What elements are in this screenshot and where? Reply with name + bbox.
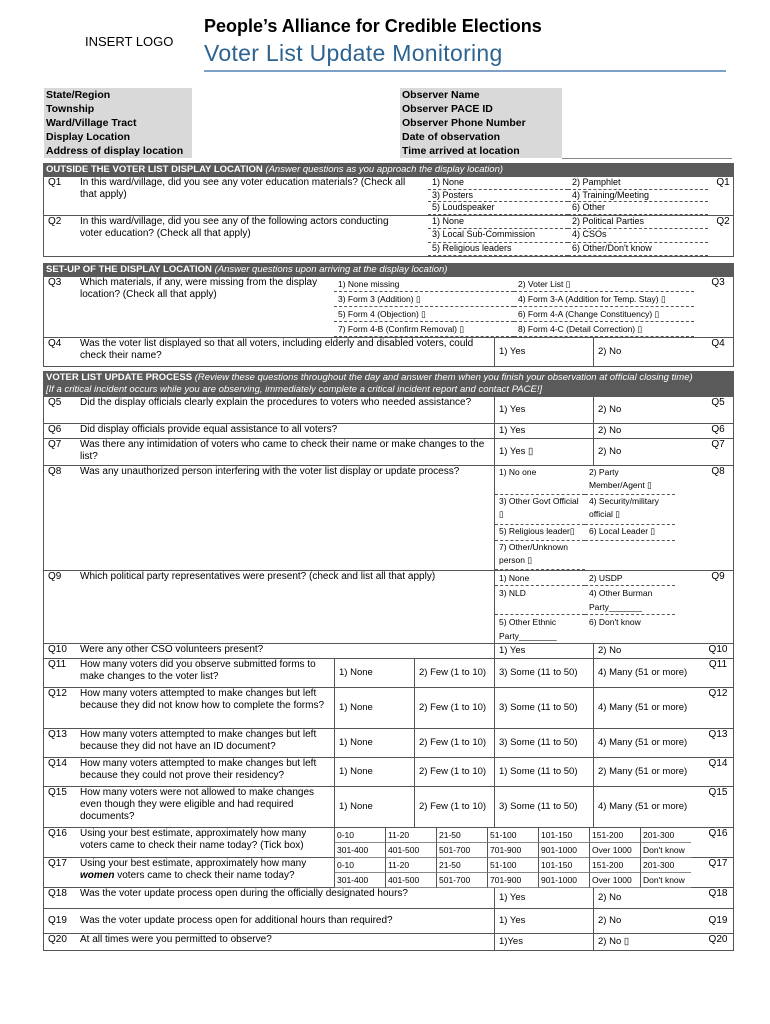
info-label: Observer Name	[402, 89, 480, 101]
range-option[interactable]: 0-10	[334, 828, 385, 843]
organization-name: People’s Alliance for Credible Elections	[204, 16, 542, 36]
count-scale	[334, 729, 692, 757]
count-range-grid	[334, 828, 691, 857]
answer-option[interactable]: 5) Loudspeaker	[428, 202, 568, 215]
question-text: In this ward/village, did you see any of the following actors conducting voter education? (Check all that apply)	[80, 216, 389, 239]
answer-option[interactable]: 4) Form 3-A (Addition for Temp. Stay) ▯	[514, 292, 694, 307]
question-row	[43, 216, 734, 257]
answer-option[interactable]: 6) Other	[568, 202, 708, 215]
question-row	[43, 758, 734, 787]
answer-no[interactable]: 2) No	[593, 397, 692, 423]
question-number-right: Q17	[708, 858, 728, 869]
answer-option[interactable]: 1) None	[495, 571, 585, 586]
scale-option[interactable]: 3) Some (11 to 50)	[494, 787, 593, 827]
answer-no[interactable]: 2) No	[593, 909, 692, 933]
answer-option[interactable]: 7) Form 4-B (Confirm Removal) ▯	[334, 322, 514, 337]
answer-no[interactable]: 2) No	[593, 644, 692, 658]
question-number: Q20	[48, 934, 67, 945]
scale-option[interactable]: 1) Some (11 to 50)	[494, 758, 593, 786]
answer-option[interactable]: 3) Posters	[428, 190, 568, 203]
answer-option[interactable]: 5) Form 4 (Objection) ▯	[334, 307, 514, 322]
question-text: Was the voter update process open during the officially designated hours?	[80, 888, 408, 899]
question-number-right: Q14	[708, 758, 728, 769]
info-label: Display Location	[46, 131, 131, 143]
count-range-grid	[334, 858, 691, 887]
count-scale	[334, 758, 692, 786]
range-option[interactable]: 21-50	[436, 858, 487, 873]
range-option[interactable]: 151-200	[589, 828, 640, 843]
question-row	[43, 688, 734, 729]
question-number: Q4	[48, 338, 62, 349]
range-option[interactable]: 101-150	[538, 828, 589, 843]
range-option[interactable]: Over 1000	[589, 843, 640, 858]
range-option[interactable]: 301-400	[334, 873, 385, 888]
scale-option[interactable]: 4) Many (51 or more)	[593, 688, 692, 728]
answer-option[interactable]: 6) Other/Don't know	[568, 243, 708, 256]
scale-option[interactable]: 3) Some (11 to 50)	[494, 688, 593, 728]
question-row	[43, 828, 734, 858]
question-row	[43, 397, 734, 424]
answer-option[interactable]: 3) Local Sub-Commission	[428, 229, 568, 242]
range-option[interactable]: 701-900	[487, 843, 538, 858]
yes-no-options	[494, 424, 692, 438]
range-option[interactable]: 21-50	[436, 828, 487, 843]
answer-options	[494, 466, 675, 570]
answer-option[interactable]: 6) Form 4-A (Change Constituency) ▯	[514, 307, 694, 322]
question-text: Was any unauthorized person interfering with the voter list display or update process?	[80, 466, 460, 477]
question-text: How many voters were not allowed to make changes even though they were eligible and had required documents?	[80, 787, 315, 822]
question-text: Which political party representatives were present? (check and list all that apply)	[80, 571, 436, 582]
range-option[interactable]: 701-900	[487, 873, 538, 888]
question-text: How many voters attempted to make changes but left because they could not prove their residency?	[80, 758, 317, 781]
question-number: Q18	[48, 888, 67, 899]
answer-no[interactable]: 2) No	[593, 338, 692, 366]
question-text: Was there any intimidation of voters who came to check their name or make changes to the list?	[80, 439, 485, 462]
question-number: Q6	[48, 424, 62, 435]
scale-option[interactable]: 1) None	[334, 688, 414, 728]
question-text: Using your best estimate, approximately how many voters came to check their name today? (Tick box)	[80, 828, 307, 851]
yes-no-options	[494, 934, 692, 950]
answer-options	[334, 277, 694, 337]
question-row	[43, 424, 734, 439]
answer-option[interactable]: 4) Training/Meeting	[568, 190, 708, 203]
question-number-right: Q7	[711, 439, 725, 450]
question-row	[43, 729, 734, 758]
range-option[interactable]: 51-100	[487, 858, 538, 873]
info-label: Observer Phone Number	[402, 117, 526, 129]
observer-info-fill-area[interactable]	[562, 88, 732, 159]
answer-yes[interactable]: 1) Yes ▯	[494, 439, 593, 465]
question-number-right: Q10	[708, 644, 728, 655]
scale-option[interactable]: 2) Few (1 to 10)	[414, 729, 494, 757]
question-row	[43, 888, 734, 909]
yes-no-options	[494, 909, 692, 933]
question-text: Were any other CSO volunteers present?	[80, 644, 264, 655]
info-label: State/Region	[46, 89, 111, 101]
question-number: Q3	[48, 277, 62, 288]
info-label: Township	[46, 103, 95, 115]
section-header-outside: OUTSIDE THE VOTER LIST DISPLAY LOCATION (Answer questions as you approach the display location)	[43, 163, 734, 177]
answer-option[interactable]: 1) None	[428, 177, 568, 190]
scale-option[interactable]: 4) Many (51 or more)	[593, 659, 692, 687]
range-option[interactable]: 401-500	[385, 843, 436, 858]
answer-option[interactable]: 2) USDP	[585, 571, 675, 586]
answer-no[interactable]: 2) No ▯	[593, 934, 692, 950]
question-row	[43, 909, 734, 934]
location-info-block	[44, 88, 192, 158]
scale-option[interactable]: 1) None	[334, 787, 414, 827]
answer-option[interactable]: 3) Form 3 (Addition) ▯	[334, 292, 514, 307]
count-scale	[334, 659, 692, 687]
question-number: Q17	[48, 858, 67, 869]
form-title: Voter List Update Monitoring	[204, 40, 503, 66]
question-row	[43, 787, 734, 828]
answer-option[interactable]: 5) Religious leaders	[428, 243, 568, 256]
answer-option[interactable]: 3) NLD	[495, 586, 585, 615]
question-number: Q5	[48, 397, 62, 408]
yes-no-options	[494, 644, 692, 658]
question-text: In this ward/village, did you see any voter education materials? (Check all that apply)	[80, 177, 406, 200]
question-row	[43, 338, 734, 367]
section-header-process: VOTER LIST UPDATE PROCESS (Review these questions throughout the day and answer them when you finish your observation at official closing time) [If a critical incident occurs while you are observing, immediately complete a critical incident report and contact PACE!]	[43, 371, 734, 397]
answer-option[interactable]: 1) No one	[495, 466, 585, 495]
question-number-right: Q12	[708, 688, 728, 699]
question-number-right: Q15	[708, 787, 728, 798]
info-label: Observer PACE ID	[402, 103, 493, 115]
question-number-right: Q16	[708, 828, 728, 839]
question-number-right: Q19	[708, 915, 728, 926]
range-option[interactable]: 151-200	[589, 858, 640, 873]
answer-option[interactable]: 4) Security/military official ▯	[585, 495, 675, 524]
logo-placeholder: INSERT LOGO	[85, 34, 174, 49]
scale-option[interactable]: 4) Many (51 or more)	[593, 729, 692, 757]
answer-option[interactable]: 5) Other Ethnic Party________	[495, 615, 585, 644]
range-option[interactable]: 401-500	[385, 873, 436, 888]
question-number-right: Q1	[716, 177, 730, 188]
answer-yes[interactable]: 1) Yes	[494, 888, 593, 908]
scale-option[interactable]: 2) Many (51 or more)	[593, 758, 692, 786]
question-row	[43, 466, 734, 571]
yes-no-options	[494, 439, 692, 465]
questionnaire	[43, 163, 734, 951]
yes-no-options	[494, 888, 692, 908]
answer-options	[428, 177, 708, 215]
question-number-right: Q20	[708, 934, 728, 945]
answer-option[interactable]: 1) None	[428, 216, 568, 229]
question-text: How many voters did you observe submitted forms to make changes to the voter list?	[80, 659, 316, 682]
question-number: Q14	[48, 758, 67, 769]
range-option[interactable]: 501-700	[436, 843, 487, 858]
count-scale	[334, 688, 692, 728]
yes-no-options	[494, 338, 692, 366]
question-number: Q11	[48, 659, 67, 670]
range-option[interactable]: 501-700	[436, 873, 487, 888]
range-option[interactable]: 11-20	[385, 858, 436, 873]
question-text: How many voters attempted to make changes but left because they did not know how to complete the forms?	[80, 688, 325, 711]
answer-yes[interactable]: 1) Yes	[494, 644, 593, 658]
answer-yes[interactable]: 1)Yes	[494, 934, 593, 950]
answer-no[interactable]: 2) No	[593, 424, 692, 438]
range-option[interactable]: Don't know	[640, 843, 691, 858]
info-label: Ward/Village Tract	[46, 117, 137, 129]
answer-option[interactable]: 6) Don't know	[585, 615, 675, 644]
question-text: Did the display officials clearly explain the procedures to voters who needed assistance?	[80, 397, 472, 408]
question-number-right: Q6	[711, 424, 725, 435]
question-number: Q16	[48, 828, 67, 839]
answer-option[interactable]: 2) Party Member/Agent ▯	[585, 466, 675, 495]
answer-option[interactable]: 8) Form 4-C (Detail Correction) ▯	[514, 322, 694, 337]
range-option[interactable]: 201-300	[640, 828, 691, 843]
form-header	[0, 0, 770, 80]
scale-option[interactable]: 1) None	[334, 729, 414, 757]
range-option[interactable]: 0-10	[334, 858, 385, 873]
scale-option[interactable]: 1) None	[334, 659, 414, 687]
answer-option[interactable]: 4) CSOs	[568, 229, 708, 242]
range-option[interactable]: Over 1000	[589, 873, 640, 888]
answer-option[interactable]: 6) Local Leader ▯	[585, 525, 675, 541]
question-number-right: Q13	[708, 729, 728, 740]
answer-option[interactable]: 7) Other/Unknown person ▯	[495, 541, 585, 570]
question-number-right: Q5	[711, 397, 725, 408]
scale-option[interactable]: 2) Few (1 to 10)	[414, 659, 494, 687]
answer-option[interactable]: 3) Other Govt Official ▯	[495, 495, 585, 524]
answer-option[interactable]: 2) Political Parties	[568, 216, 708, 229]
question-row	[43, 439, 734, 466]
range-option[interactable]: Don't know	[640, 873, 691, 888]
scale-option[interactable]: 1) None	[334, 758, 414, 786]
scale-option[interactable]: 2) Few (1 to 10)	[414, 758, 494, 786]
question-number: Q12	[48, 688, 67, 699]
question-row	[43, 858, 734, 888]
scale-option[interactable]: 3) Some (11 to 50)	[494, 659, 593, 687]
scale-option[interactable]: 3) Some (11 to 50)	[494, 729, 593, 757]
question-number-right: Q8	[711, 466, 725, 477]
range-option[interactable]: 11-20	[385, 828, 436, 843]
answer-yes[interactable]: 1) Yes	[494, 909, 593, 933]
range-option[interactable]: 901-1000	[538, 873, 589, 888]
question-text: Which materials, if any, were missing from the display location? (Check all that apply)	[80, 277, 318, 300]
answer-option[interactable]: 4) Other Burman Party_______	[585, 586, 675, 615]
answer-yes[interactable]: 1) Yes	[494, 424, 593, 438]
answer-option[interactable]: 5) Religious leader▯	[495, 525, 585, 541]
question-number-right: Q3	[711, 277, 725, 288]
section-header-setup: SET-UP OF THE DISPLAY LOCATION (Answer questions upon arriving at the display location)	[43, 263, 734, 277]
info-label: Address of display location	[46, 145, 184, 157]
question-number-right: Q4	[711, 338, 725, 349]
question-text: At all times were you permitted to observe?	[80, 934, 272, 945]
scale-option[interactable]: 4) Many (51 or more)	[593, 787, 692, 827]
question-number: Q2	[48, 216, 62, 227]
title-rule	[204, 70, 726, 72]
question-row	[43, 177, 734, 216]
question-number: Q10	[48, 644, 67, 655]
count-scale	[334, 787, 692, 827]
question-text: Was the voter update process open for additional hours than required?	[80, 915, 393, 926]
question-row	[43, 659, 734, 688]
answer-no[interactable]: 2) No	[593, 439, 692, 465]
scale-option[interactable]: 2) Few (1 to 10)	[414, 787, 494, 827]
info-label: Time arrived at location	[402, 145, 520, 157]
question-number: Q9	[48, 571, 62, 582]
question-number: Q7	[48, 439, 62, 450]
question-row	[43, 571, 734, 644]
range-option[interactable]: 201-300	[640, 858, 691, 873]
answer-option[interactable]: 1) None missing	[334, 277, 514, 292]
question-text: Was the voter list displayed so that all voters, including elderly and disabled voters, could check their name?	[80, 338, 474, 361]
question-number-right: Q9	[711, 571, 725, 582]
answer-option[interactable]: 2) Pamphlet	[568, 177, 708, 190]
answer-options	[428, 216, 708, 256]
answer-yes[interactable]: 1) Yes	[494, 338, 593, 366]
yes-no-options	[494, 397, 692, 423]
question-number-right: Q11	[708, 659, 728, 670]
answer-no[interactable]: 2) No	[593, 888, 692, 908]
question-number: Q19	[48, 915, 67, 926]
info-label: Date of observation	[402, 131, 501, 143]
question-text: Did display officials provide equal assistance to all voters?	[80, 424, 338, 435]
range-option[interactable]: 51-100	[487, 828, 538, 843]
question-text: Using your best estimate, approximately how many women voters came to check their name today?	[80, 858, 307, 881]
range-option[interactable]: 101-150	[538, 858, 589, 873]
answer-option[interactable]: 2) Voter List ▯	[514, 277, 694, 292]
answer-yes[interactable]: 1) Yes	[494, 397, 593, 423]
range-option[interactable]: 901-1000	[538, 843, 589, 858]
question-row	[43, 644, 734, 659]
question-number: Q1	[48, 177, 62, 188]
question-row	[43, 934, 734, 951]
scale-option[interactable]: 2) Few (1 to 10)	[414, 688, 494, 728]
question-number: Q8	[48, 466, 62, 477]
question-text: How many voters attempted to make changes but left because they did not have an ID document?	[80, 729, 317, 752]
answer-options	[494, 571, 675, 643]
question-number: Q13	[48, 729, 67, 740]
question-number: Q15	[48, 787, 67, 798]
question-number-right: Q2	[716, 216, 730, 227]
question-row	[43, 277, 734, 338]
range-option[interactable]: 301-400	[334, 843, 385, 858]
question-number-right: Q18	[708, 888, 728, 899]
